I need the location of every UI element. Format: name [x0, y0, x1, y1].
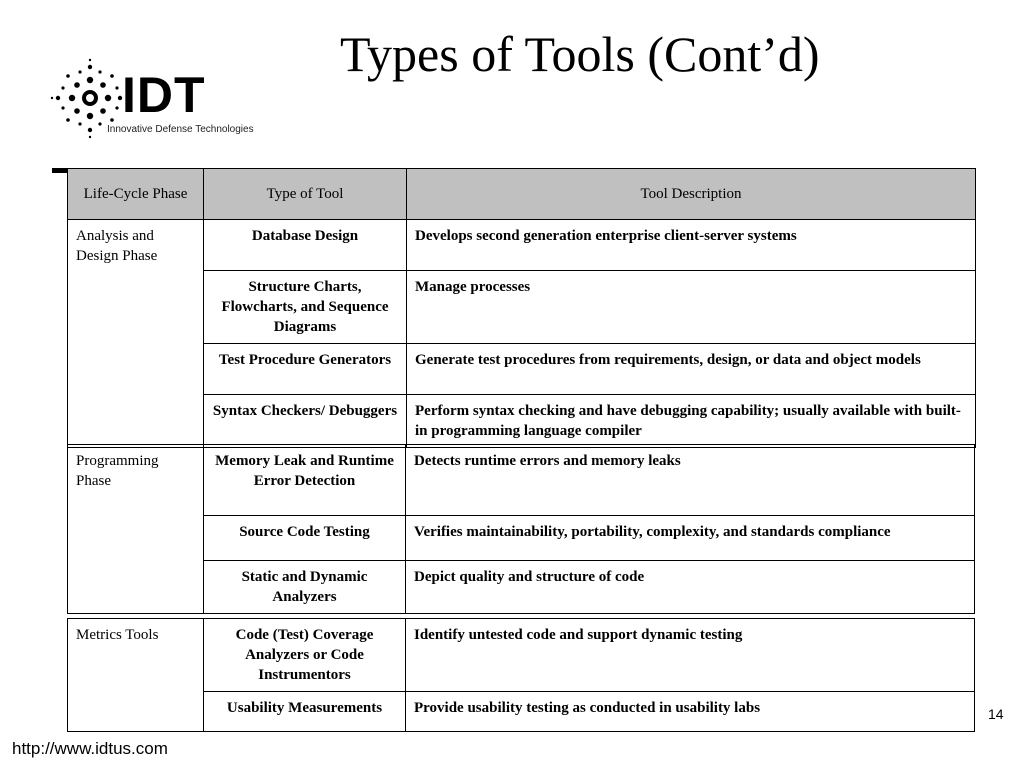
table-row: [68, 516, 975, 561]
tool-description-cell: Generate test procedures from requirements, design, or data and object models: [407, 344, 976, 395]
tools-table-analysis: [67, 168, 976, 448]
logo-wordmark: IDT: [122, 67, 206, 123]
title-rule-mark: [52, 168, 68, 173]
tool-description-cell: Detects runtime errors and memory leaks: [406, 445, 975, 516]
tool-description-cell: Verifies maintainability, portability, complexity, and standards compliance: [406, 516, 975, 561]
table-row: [68, 445, 975, 516]
header-type: Type of Tool: [204, 169, 407, 220]
tool-description-cell: Identify untested code and support dynamic testing: [406, 619, 975, 692]
header-description: Tool Description: [407, 169, 976, 220]
tool-description-cell: Perform syntax checking and have debugging capability; usually available with built-in programming language compiler: [407, 395, 976, 448]
tools-table-metrics: [67, 618, 975, 732]
table-row: [68, 220, 976, 271]
tool-type-cell: Static and Dynamic Analyzers: [204, 561, 406, 614]
footer-url: http://www.idtus.com: [12, 739, 168, 758]
table-row: [68, 344, 976, 395]
page-number: 14: [988, 706, 1004, 722]
table-header-row: [68, 169, 976, 220]
phase-cell: Analysis and Design Phase: [68, 220, 204, 448]
table-row: [68, 395, 976, 448]
tool-type-cell: Source Code Testing: [204, 516, 406, 561]
table-row: [68, 619, 975, 692]
header-phase: Life-Cycle Phase: [68, 169, 204, 220]
tool-type-cell: Syntax Checkers/ Debuggers: [204, 395, 407, 448]
tool-type-cell: Code (Test) Coverage Analyzers or Code Instrumentors: [204, 619, 406, 692]
table-row: [68, 561, 975, 614]
phase-cell: Programming Phase: [68, 445, 204, 614]
tool-description-cell: Provide usability testing as conducted in usability labs: [406, 692, 975, 732]
tool-type-cell: Usability Measurements: [204, 692, 406, 732]
tool-type-cell: Test Procedure Generators: [204, 344, 407, 395]
tools-table-programming: [67, 444, 975, 614]
table-row: [68, 692, 975, 732]
tool-description-cell: Develops second generation enterprise client-server systems: [407, 220, 976, 271]
tool-type-cell: Database Design: [204, 220, 407, 271]
tool-type-cell: Memory Leak and Runtime Error Detection: [204, 445, 406, 516]
table-row: [68, 271, 976, 344]
slide-title: Types of Tools (Cont’d): [340, 26, 820, 82]
logo-subtitle: Innovative Defense Technologies: [107, 124, 254, 135]
tool-description-cell: Manage processes: [407, 271, 976, 344]
tool-type-cell: Structure Charts, Flowcharts, and Sequence Diagrams: [204, 271, 407, 344]
phase-cell: Metrics Tools: [68, 619, 204, 732]
tool-description-cell: Depict quality and structure of code: [406, 561, 975, 614]
